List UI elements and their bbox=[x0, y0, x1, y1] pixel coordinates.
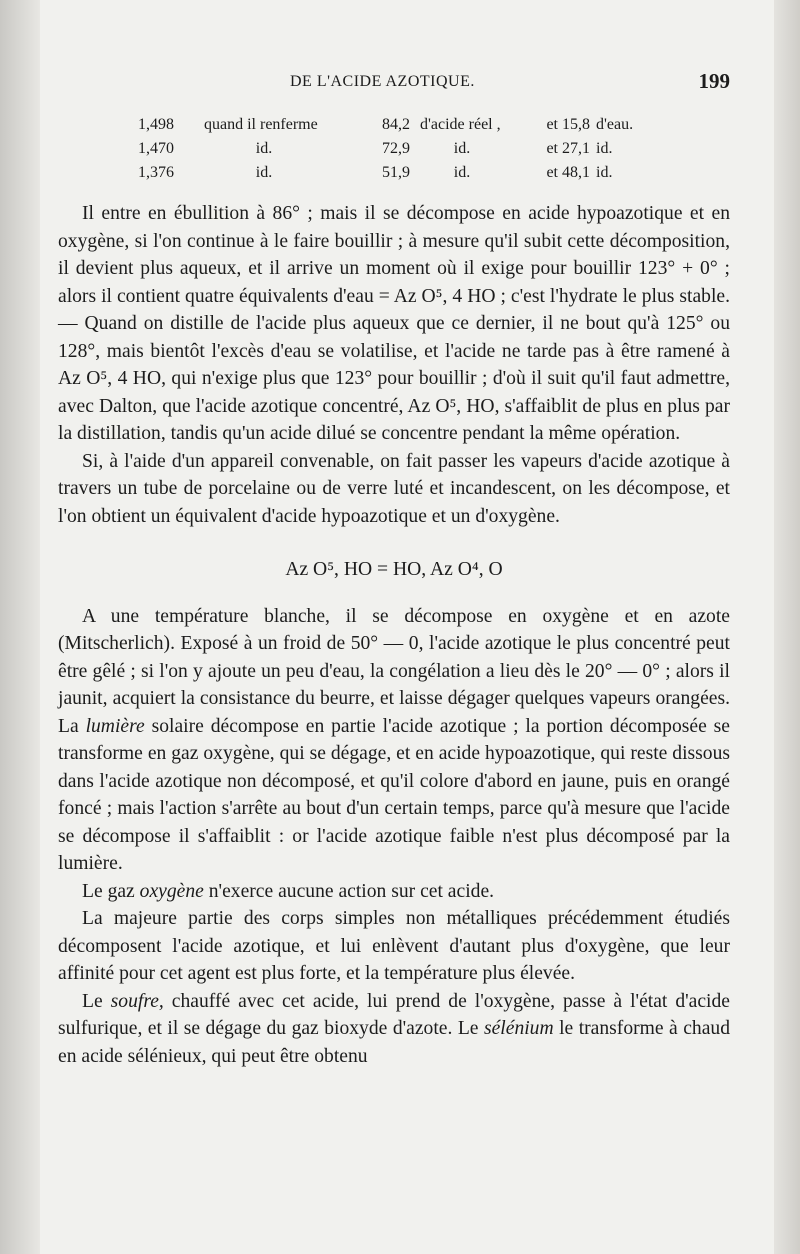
paragraph: La majeure partie des corps simples non métalliques précédemment étudiés décomposent l'acide azotique, et lui enlèvent d'autant plus d'oxygène, que leur affinité pour cet agent est plus forte, et la température plus élevée. bbox=[58, 908, 730, 984]
paragraph bbox=[58, 988, 730, 1071]
table-cell: d'eau. bbox=[596, 116, 634, 133]
paragraph: Si, à l'aide d'un appareil convenable, on fait passer les vapeurs d'acide azotique à travers un tube de porcelaine ou de verre luté et incandescent, on les décompose, et l'on obtient un équivalent d'acide hypoazotique et un d'oxygène. bbox=[58, 450, 730, 527]
table-cell: quand il renferme bbox=[204, 116, 318, 133]
running-title: DE L'ACIDE AZOTIQUE. bbox=[290, 73, 475, 90]
table-cell: 51,9 bbox=[382, 164, 410, 181]
paragraph bbox=[58, 878, 730, 906]
table-cell: d'acide réel , bbox=[420, 116, 501, 133]
text-span: Le gaz bbox=[82, 880, 140, 902]
table-cell: 1,376 bbox=[138, 164, 174, 181]
table-cell: id. bbox=[453, 140, 471, 157]
italic-term: oxygène bbox=[139, 880, 204, 902]
table-cell: 1,498 bbox=[138, 116, 174, 133]
text-span: chauffé avec cet acide, lui prend de l'oxygène, passe à l'état d'acide sulfurique, et il se dégage du gaz bioxyde d'azote. Le bbox=[58, 990, 730, 1039]
table-cell: 1,470 bbox=[138, 140, 174, 157]
text-span: le transforme à chaud en acide sélénieux, qui peut être obtenu bbox=[58, 1018, 730, 1067]
chemical-formula: Az O⁵, HO = HO, Az O⁴, O bbox=[285, 559, 503, 580]
table-cell: id. bbox=[255, 164, 273, 181]
table-cell: et 15,8 bbox=[546, 116, 590, 133]
table-row bbox=[138, 138, 662, 162]
paragraph: Il entre en ébullition à 86° ; mais il se décompose en acide hypoazotique et en oxygène, si l'on continue à le faire bouillir ; à mesure qu'il subit cette décomposition, il devient plus aqueux, et il arrive un moment où il exige pour bouillir 123° + 0° ; alors il contient quatre équivalents d'eau = Az O⁵, 4 HO ; c'est l'hydrate le plus stable. — Quand on distille de l'acide plus aqueux que ce dernier, il ne bout qu'à 125° ou 128°, mais bientôt l'excès d'eau se volatilise, et l'acide ne tarde pas à être ramené à Az O⁵, 4 HO, qui n'exige plus que 123° pour bouillir ; d'où il suit qu'il faut admettre, avec Dalton, que l'acide azotique concentré, Az O⁵, HO, s'affaiblit de plus en plus par la distillation, tandis qu'un acide dilué se concentre pendant la même opération. bbox=[58, 203, 730, 444]
text-span: Le bbox=[82, 990, 111, 1012]
table-cell: 84,2 bbox=[382, 116, 410, 133]
page-number: 199 bbox=[698, 69, 730, 93]
body-text bbox=[58, 200, 730, 1070]
table-cell: id. bbox=[453, 164, 471, 181]
italic-term: lumière bbox=[85, 715, 145, 737]
density-table bbox=[138, 114, 662, 186]
table-cell: id. bbox=[596, 140, 613, 157]
text-span: n'exerce aucune action sur cet acide. bbox=[203, 880, 495, 902]
table-cell: id. bbox=[596, 164, 613, 181]
table-cell: 72,9 bbox=[382, 140, 410, 157]
page-edge-shadow bbox=[774, 0, 800, 1254]
table-row bbox=[138, 114, 662, 138]
page-gutter-shadow bbox=[0, 0, 40, 1254]
italic-term: soufre, bbox=[110, 990, 164, 1012]
italic-term: sélénium bbox=[483, 1018, 554, 1039]
table-row bbox=[138, 162, 662, 186]
table-cell: et 48,1 bbox=[546, 164, 590, 181]
table-cell: id. bbox=[255, 140, 273, 157]
text-span: solaire décompose en partie l'acide azotique ; la portion décomposée se transforme en gaz oxygène, qui se dégage, et en acide hypoazotique, qui reste dissous dans l'acide azotique non décomposé, et qu'il colore d'abord en jaune, puis en orangé foncé ; mais l'action s'arrête au bout d'un certain temps, parce qu'à mesure que l'acide se décompose il s'affaiblit : or l'acide azotique faible n'est plus décomposé par la lumière. bbox=[58, 715, 730, 874]
text-span: A une température blanche, il se décompose en oxygène et en azote (Mitscherlich). Exposé à un froid de 50° — 0, l'acide azotique le plus concentré peut être gêlé ; si l'on y ajoute un peu d'eau, la congélation a lieu dès le 20° — 0° ; alors il jaunit, acquiert la consistance du beurre, et laisse dégager quelques vapeurs orangées. La bbox=[58, 605, 730, 737]
paragraph bbox=[58, 603, 730, 878]
table-cell: et 27,1 bbox=[546, 140, 590, 157]
